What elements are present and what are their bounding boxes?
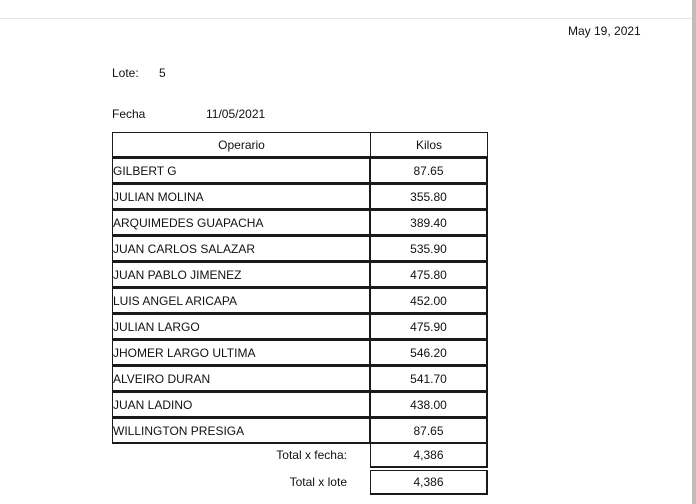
kilos-header: Kilos bbox=[370, 132, 488, 158]
total-lote-label: Total x lote bbox=[289, 475, 347, 489]
kilos-cell: 535.90 bbox=[370, 236, 488, 262]
kilos-cell: 475.80 bbox=[370, 262, 488, 288]
total-lote-value: 4,386 bbox=[370, 470, 488, 495]
fecha-label: Fecha bbox=[112, 107, 146, 121]
operario-cell: JUAN PABLO JIMENEZ bbox=[112, 262, 371, 288]
report-date: May 19, 2021 bbox=[568, 24, 641, 38]
kilos-cell: 389.40 bbox=[370, 210, 488, 236]
operario-cell: JULIAN MOLINA bbox=[112, 184, 371, 210]
kilos-cell: 87.65 bbox=[370, 418, 488, 444]
operario-cell: JULIAN LARGO bbox=[112, 314, 371, 340]
kilos-cell: 475.90 bbox=[370, 314, 488, 340]
operario-cell: ALVEIRO DURAN bbox=[112, 366, 371, 392]
kilos-cell: 355.80 bbox=[370, 184, 488, 210]
operario-cell: ARQUIMEDES GUAPACHA bbox=[112, 210, 371, 236]
operario-header: Operario bbox=[112, 132, 371, 158]
operario-cell: WILLINGTON PRESIGA bbox=[112, 418, 371, 444]
kilos-cell: 546.20 bbox=[370, 340, 488, 366]
scrollbar[interactable] bbox=[692, 0, 696, 504]
kilos-cell: 541.70 bbox=[370, 366, 488, 392]
total-fecha-label: Total x fecha: bbox=[276, 448, 347, 462]
fecha-value: 11/05/2021 bbox=[206, 107, 266, 121]
kilos-cell: 438.00 bbox=[370, 392, 488, 418]
kilos-cell: 452.00 bbox=[370, 288, 488, 314]
lote-label: Lote: bbox=[112, 66, 139, 80]
operario-cell: LUIS ANGEL ARICAPA bbox=[112, 288, 371, 314]
operario-cell: JHOMER LARGO ULTIMA bbox=[112, 340, 371, 366]
operario-cell: GILBERT G bbox=[112, 158, 371, 184]
total-fecha-value: 4,386 bbox=[370, 443, 488, 468]
operario-cell: JUAN LADINO bbox=[112, 392, 371, 418]
operario-cell: JUAN CARLOS SALAZAR bbox=[112, 236, 371, 262]
lote-value: 5 bbox=[159, 66, 166, 80]
page-top-edge bbox=[0, 0, 696, 19]
kilos-cell: 87.65 bbox=[370, 158, 488, 184]
